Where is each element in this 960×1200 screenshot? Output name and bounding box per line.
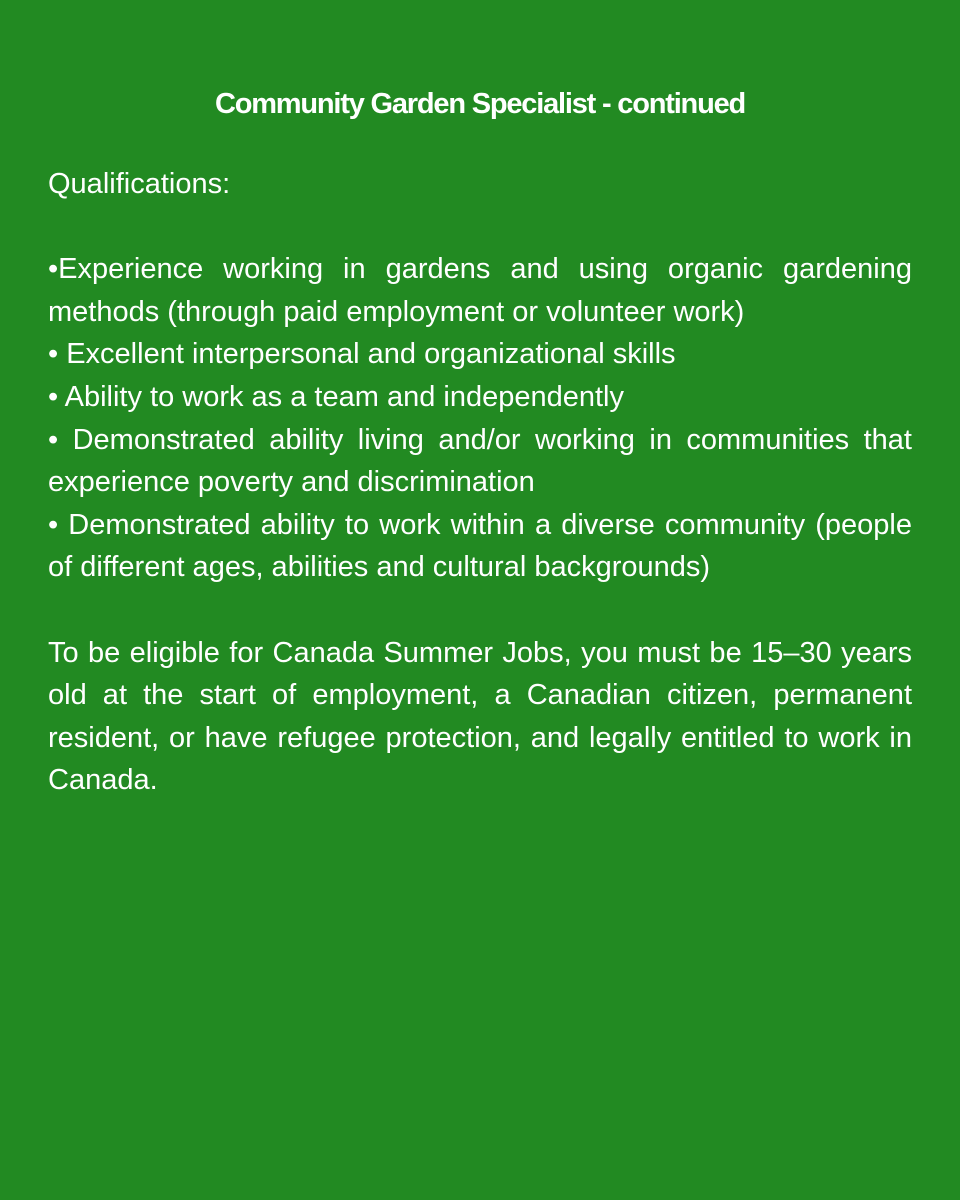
qualification-item: •Experience working in gardens and using organic gardening methods (through paid employment or volunteer work) <box>48 253 912 328</box>
qualifications-list <box>48 248 912 589</box>
qualifications-heading: Qualifications: <box>48 168 231 200</box>
eligibility-paragraph: To be eligible for Canada Summer Jobs, you must be 15–30 years old at the start of employment, a Canadian citizen, permanent resident, or have refugee protection, and legally entitled to work in Canada. <box>48 636 912 797</box>
page-title: Community Garden Specialist - continued <box>214 88 746 120</box>
qualification-item: • Ability to work as a team and independently <box>48 380 624 413</box>
qualification-item: • Demonstrated ability living and/or working in communities that experience poverty and discrimination <box>48 423 912 499</box>
posting-body <box>48 163 912 802</box>
qualification-item: • Demonstrated ability to work within a diverse community (people of different ages, abilities and cultural backgrounds) <box>48 508 912 584</box>
qualification-item: • Excellent interpersonal and organizational skills <box>48 338 676 371</box>
